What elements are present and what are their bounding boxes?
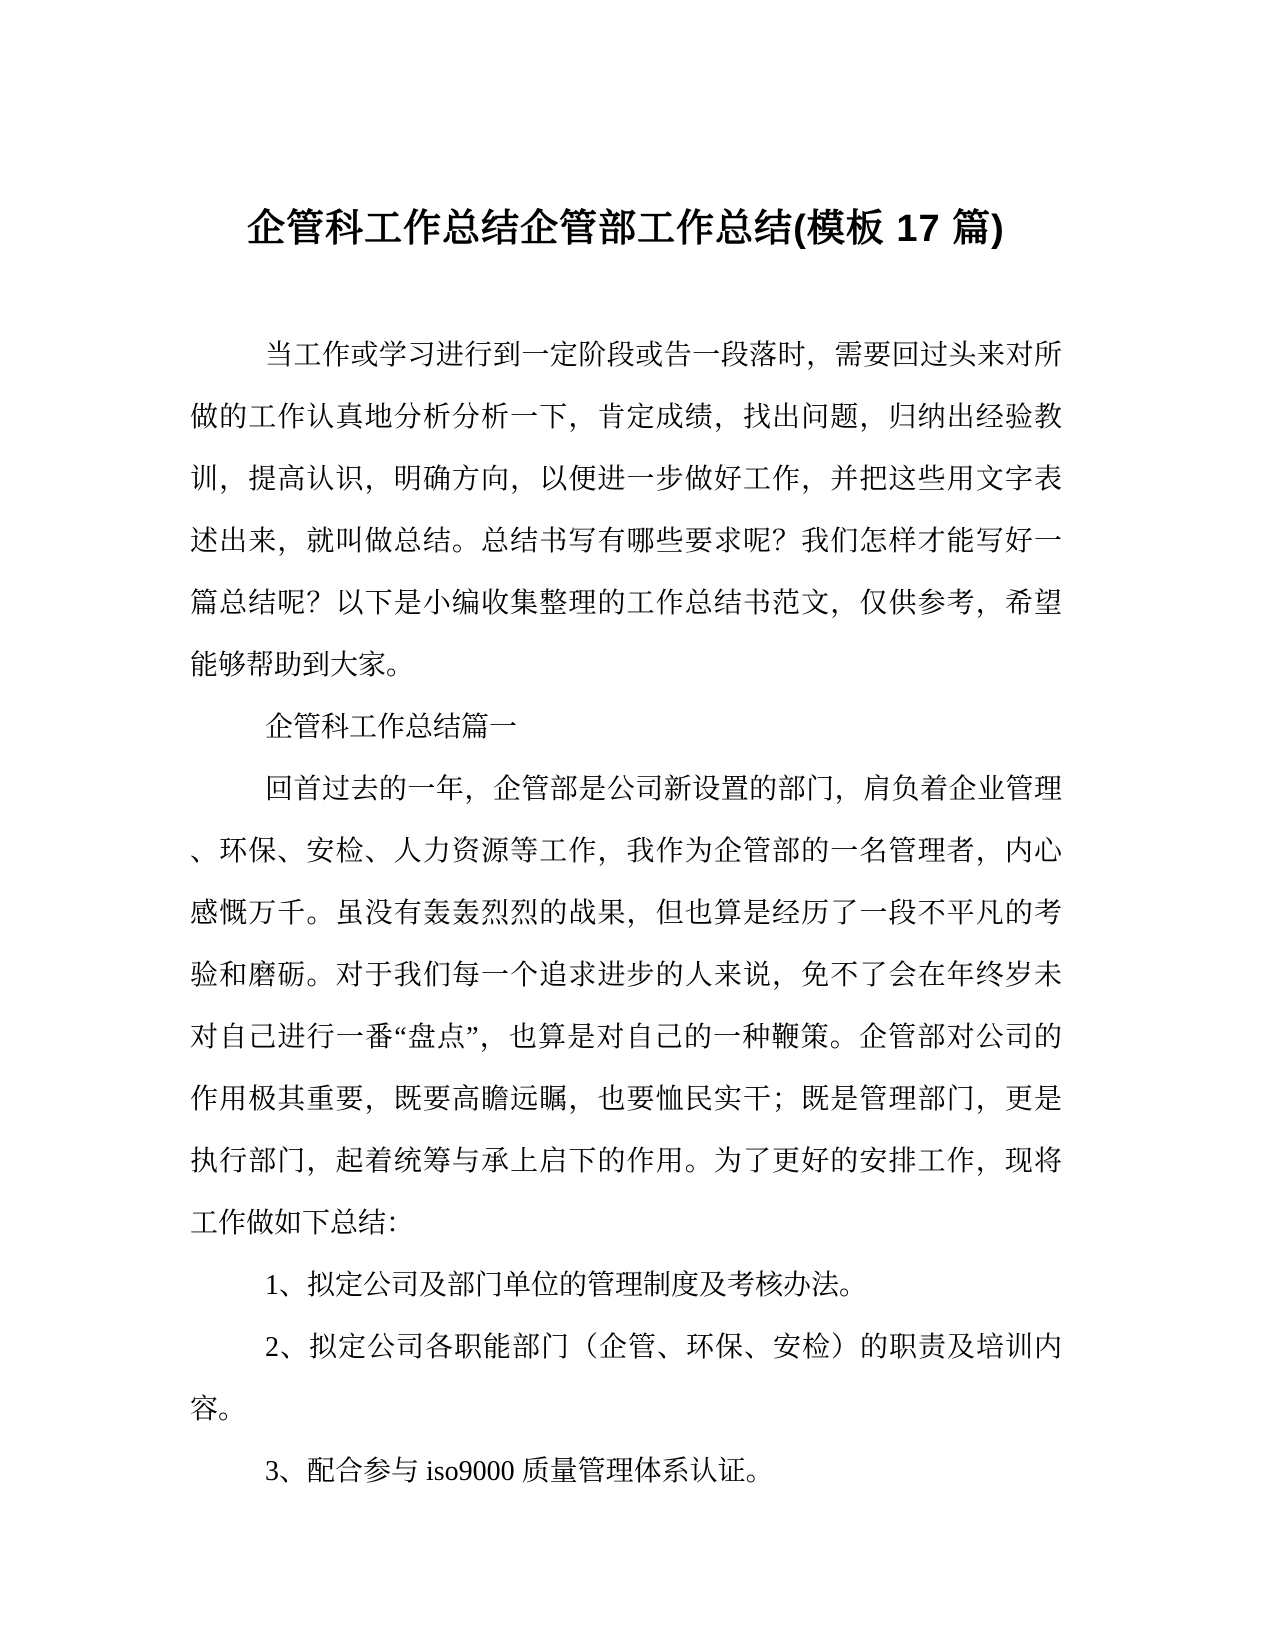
text-line: 做的工作认真地分析分析一下，肯定成绩，找出问题，归纳出经验教 xyxy=(190,402,1062,433)
text-line: 验和磨砺。对于我们每一个追求进步的人来说，免不了会在年终岁未 xyxy=(190,960,1062,991)
text-line: 作用极其重要，既要高瞻远瞩，也要恤民实干；既是管理部门，更是 xyxy=(190,1084,1062,1115)
text-line: 2、拟定公司各职能部门（企管、环保、安检）的职责及培训内 xyxy=(265,1332,1062,1363)
text-line: 能够帮助到大家。 xyxy=(190,650,415,681)
text-line: 述出来，就叫做总结。总结书写有哪些要求呢？我们怎样才能写好一 xyxy=(190,526,1062,557)
text-line: 容。 xyxy=(190,1394,247,1425)
text-line: 对自己进行一番“盘点”，也算是对自己的一种鞭策。企管部对公司的 xyxy=(190,1022,1062,1053)
text-line: 感慨万千。虽没有轰轰烈烈的战果，但也算是经历了一段不平凡的考 xyxy=(190,898,1062,929)
text-line: 工作做如下总结： xyxy=(190,1208,415,1239)
text-line: 、环保、安检、人力资源等工作，我作为企管部的一名管理者，内心 xyxy=(190,836,1062,867)
text-line: 篇总结呢？以下是小编收集整理的工作总结书范文，仅供参考，希望 xyxy=(190,588,1062,619)
document-body xyxy=(190,325,1062,1503)
text-line: 当工作或学习进行到一定阶段或告一段落时，需要回过头来对所 xyxy=(265,340,1062,371)
document-title: 企管科工作总结企管部工作总结(模板 17 篇) xyxy=(247,208,1005,250)
text-line: 企管科工作总结篇一 xyxy=(265,712,518,743)
text-line: 3、配合参与 iso9000 质量管理体系认证。 xyxy=(265,1456,774,1487)
text-line: 训，提高认识，明确方向，以便进一步做好工作，并把这些用文字表 xyxy=(190,464,1062,495)
text-line: 1、拟定公司及部门单位的管理制度及考核办法。 xyxy=(265,1270,868,1301)
text-line: 回首过去的一年，企管部是公司新设置的部门，肩负着企业管理 xyxy=(265,774,1062,805)
text-line: 执行部门，起着统筹与承上启下的作用。为了更好的安排工作，现将 xyxy=(190,1146,1062,1177)
